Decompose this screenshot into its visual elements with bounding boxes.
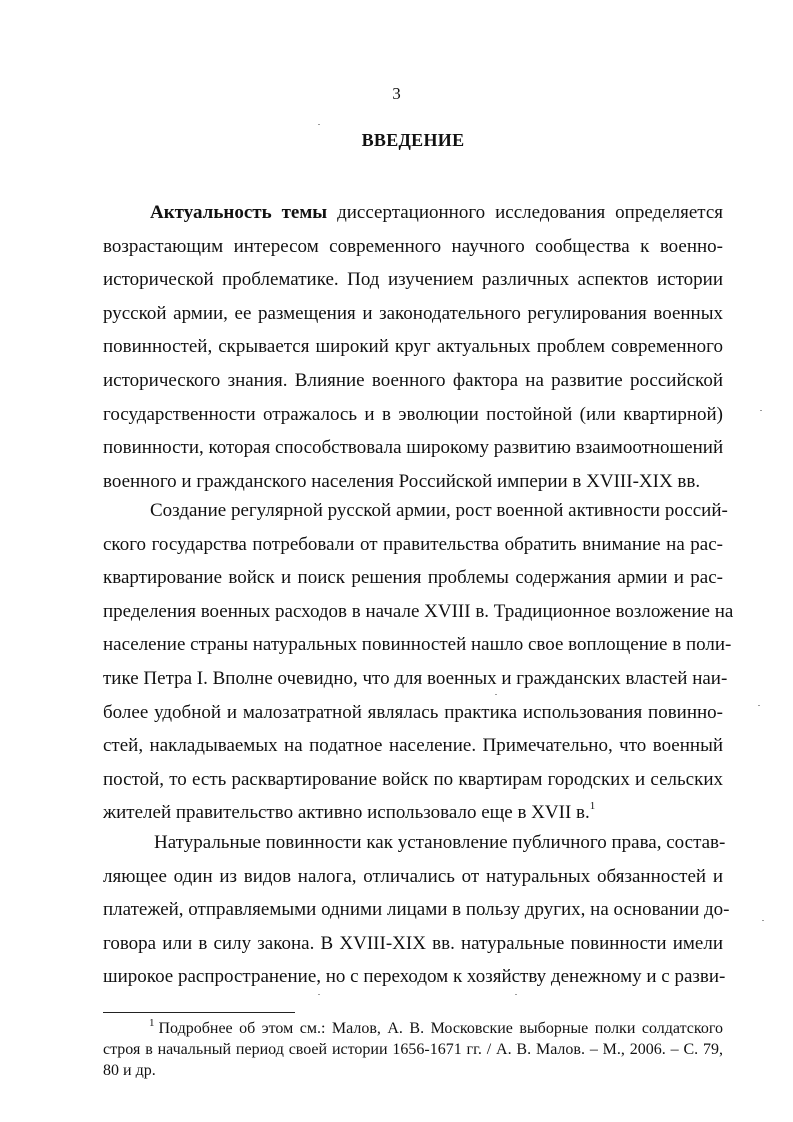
paragraph-1 <box>103 196 723 498</box>
footnote-number: 1 <box>149 1017 155 1029</box>
paragraph-line: тике Петра I. Вполне очевидно, что для военных и гражданских властей наи- <box>103 667 728 689</box>
paragraph-line: ляющее один из видов налога, отличались от натуральных обязанностей и <box>103 865 723 887</box>
body-text <box>103 494 734 830</box>
paragraph-line: русской армии, ее размещения и законодательного регулирования военных <box>103 302 723 324</box>
paragraph-line: возрастающим интересом современного научного сообщества к военно- <box>103 235 723 257</box>
scan-speck <box>762 920 764 921</box>
paragraph-2 <box>103 494 734 830</box>
paragraph-line: платежей, отправляемыми одними лицами в пользу других, на основании до- <box>103 899 730 921</box>
paragraph-line: военного и гражданского населения Российской империи в XVIII-XIX вв. <box>103 470 701 492</box>
footnote <box>103 1018 723 1081</box>
body-text <box>103 826 730 994</box>
footnote-divider <box>103 1012 295 1013</box>
paragraph-line: постой, то есть расквартирование войск по квартирам городских и сельских <box>103 768 723 790</box>
scan-speck <box>318 994 320 995</box>
section-heading: ВВЕДЕНИЕ <box>361 130 465 150</box>
paragraph-3 <box>103 826 730 994</box>
lead-term: Актуальность темы <box>150 202 328 223</box>
scan-speck <box>495 694 497 695</box>
scan-speck <box>515 994 517 995</box>
paragraph-line: квартирование войск и поиск решения проблемы содержания армии и рас- <box>103 567 723 589</box>
paragraph-line: население страны натуральных повинностей нашло свое воплощение в поли- <box>103 634 732 656</box>
paragraph-line: стей, накладываемых на податное население. Примечательно, что военный <box>103 735 723 757</box>
paragraph-line: говора или в силу закона. В XVIII-XIX вв. натуральные повинности имели <box>103 932 723 954</box>
footnote-line: строя в начальный период своей истории 1656-1671 гг. / А. В. Малов. – М., 2006. – С. 79, <box>103 1041 723 1058</box>
paragraph-line: повинности, которая способствовала широкому развитию взаимоотношений <box>103 437 724 459</box>
paragraph-line: исторического знания. Влияние военного фактора на развитие российской <box>103 369 723 391</box>
scan-speck <box>758 705 760 706</box>
paragraph-line: жителей правительство активно использовало еще в XVII в.$^1$ <box>103 800 596 824</box>
paragraph-line: пределения военных расходов в начале XVIII в. Традиционное возложение на <box>103 600 734 622</box>
paragraph-line: широкое распространение, но с переходом к хозяйству денежному и с разви- <box>103 966 726 988</box>
paragraph-line: более удобной и малозатратной являлась практика использования повинно- <box>103 701 723 723</box>
paragraph-line: Создание регулярной русской армии, рост военной активности россий- <box>150 500 728 521</box>
footnote-reference[interactable]: 1 <box>589 800 596 813</box>
paragraph-line: ского государства потребовали от правительства обратить внимание на рас- <box>103 533 723 555</box>
page-number: 3 <box>392 84 401 103</box>
scan-speck <box>760 410 762 411</box>
footnote-line: 80 и др. <box>103 1062 156 1079</box>
paragraph-line: повинностей, скрывается широкий круг актуальных проблем современного <box>103 336 723 358</box>
paragraph-line: исторической проблематике. Под изучением различных аспектов истории <box>103 269 723 291</box>
paragraph-line: Актуальность темы диссертационного исследования определяется <box>150 202 723 223</box>
body-text <box>103 196 723 498</box>
paragraph-line: государственности отражалось и в эволюции постойной (или квартирной) <box>103 403 723 425</box>
scan-speck <box>318 124 320 125</box>
footnote-line: $^1$ Подробнее об этом см.: Малов, А. В. Московские выборные полки солдатского <box>149 1017 723 1037</box>
paragraph-line: Натуральные повинности как установление публичного права, состав- <box>154 832 726 853</box>
